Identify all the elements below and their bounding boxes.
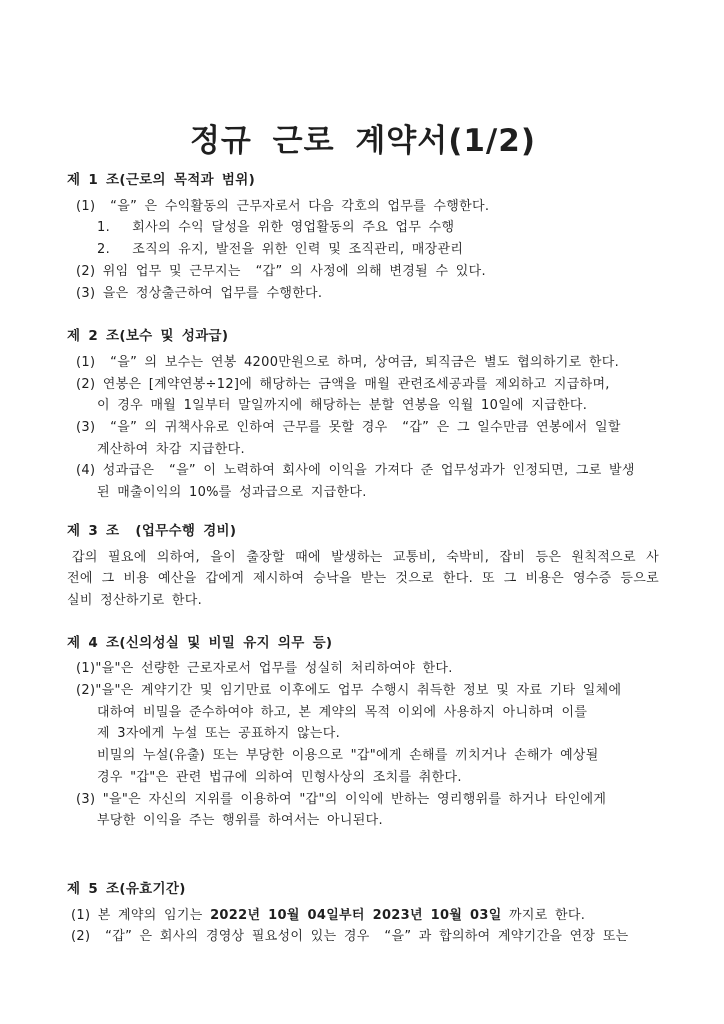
section-article-5 bbox=[67, 879, 659, 948]
section-heading: 제 2 조(보수 및 성과급) bbox=[67, 328, 229, 345]
section-article-4 bbox=[67, 633, 659, 832]
document-title: 정규 근로 계약서(1/2) bbox=[189, 123, 536, 159]
section-article-1 bbox=[67, 170, 659, 304]
contract-continuation-line: 부당한 이익을 주는 행위를 하여서는 아니된다. bbox=[97, 813, 383, 829]
contract-line: (4) 성과급은 “을” 이 노력하여 회사에 이익을 가져다 준 업무성과가 인정되면, 그로 발생 bbox=[76, 463, 635, 479]
contract-continuation-line: 된 매출이익의 10%를 성과급으로 지급한다. bbox=[97, 485, 367, 501]
contract-line: (1) “을” 은 수익활동의 근무자로서 다음 각호의 업무를 수행한다. bbox=[76, 198, 490, 214]
contract-subitem-line: 1. 회사의 수익 달성을 위한 영업활동의 주요 업무 수행 bbox=[97, 220, 455, 236]
contract-line: (3) “을” 의 귀책사유로 인하여 근무를 못할 경우 “갑” 은 그 일수만큼 연봉에서 일할 bbox=[76, 420, 621, 436]
section-heading: 제 4 조(신의성실 및 비밀 유지 의무 등) bbox=[67, 634, 333, 651]
contract-line: (1)"을"은 선량한 근로자로서 업무를 성실히 처리하여야 한다. bbox=[76, 661, 453, 677]
contract-continuation-line: 대하여 비밀을 준수하여야 하고, 본 계약의 목적 이외에 사용하지 아니하며 이를 bbox=[97, 704, 588, 720]
section-heading: 제 3 조 (업무수행 경비) bbox=[67, 522, 237, 539]
section-heading: 제 5 조(유효기간) bbox=[67, 880, 186, 897]
contract-period-dates: 2022년 10월 04일부터 2023년 10월 03일 bbox=[210, 907, 502, 923]
contract-continuation-line: 이 경우 매월 1일부터 말일까지에 해당하는 분할 연봉을 익월 10일에 지급한다. bbox=[97, 398, 588, 414]
contract-term-line bbox=[67, 905, 659, 927]
term-suffix: 까지로 한다. bbox=[501, 907, 586, 923]
contract-subitem-line: 2. 조직의 유지, 발전을 위한 인력 및 조직관리, 매장관리 bbox=[97, 242, 464, 258]
contract-line: (2) 위임 업무 및 근무지는 “갑” 의 사정에 의해 변경될 수 있다. bbox=[76, 263, 486, 279]
contract-line: (2)"을"은 계약기간 및 임기만료 이후에도 업무 수행시 취득한 정보 및 자료 기타 일체에 bbox=[76, 683, 622, 699]
contract-line: (1) “을” 의 보수는 연봉 4200만원으로 하며, 상여금, 퇴직금은 별도 협의하기로 한다. bbox=[76, 354, 620, 370]
contract-paragraph-line: 실비 정산하기로 한다. bbox=[67, 592, 203, 608]
contract-line: (3) 을은 정상출근하여 업무를 수행한다. bbox=[76, 285, 323, 301]
term-prefix: (1) 본 계약의 임기는 bbox=[71, 907, 211, 923]
contract-continuation-line: 비밀의 누설(유출) 또는 부당한 이용으로 "갑"에게 손해를 끼치거나 손해가 예상될 bbox=[97, 748, 599, 764]
contract-line: (2) 연봉은 [계약연봉÷12]에 해당하는 금액을 매월 관련조세공과를 제외하고 지급하며, bbox=[76, 376, 610, 392]
contract-line: (3) "을"은 자신의 지위를 이용하여 "갑"의 이익에 반하는 영리행위를 하거나 타인에게 bbox=[76, 791, 607, 807]
contract-paragraph-line: 전에 그 비용 예산을 갑에게 제시하여 승낙을 받는 것으로 한다. 또 그 비용은 영수증 등으로 bbox=[67, 571, 659, 587]
contract-line: (2) “갑” 은 회사의 경영상 필요성이 있는 경우 “을” 과 합의하여 계약기간을 연장 또는 bbox=[71, 929, 629, 945]
section-article-3 bbox=[67, 521, 659, 612]
contract-continuation-line: 제 3자에게 누설 또는 공표하지 않는다. bbox=[97, 726, 341, 742]
section-article-2 bbox=[67, 326, 659, 504]
contract-continuation-line: 경우 "갑"은 관련 법규에 의하여 민형사상의 조치를 취한다. bbox=[97, 769, 462, 785]
contract-continuation-line: 계산하여 차감 지급한다. bbox=[97, 441, 245, 457]
section-heading: 제 1 조(근로의 목적과 범위) bbox=[67, 172, 256, 188]
contract-paragraph-line: 갑의 필요에 의하여, 을이 출장할 때에 발생하는 교통비, 숙박비, 잡비 등은 원칙적으로 사 bbox=[72, 549, 659, 565]
